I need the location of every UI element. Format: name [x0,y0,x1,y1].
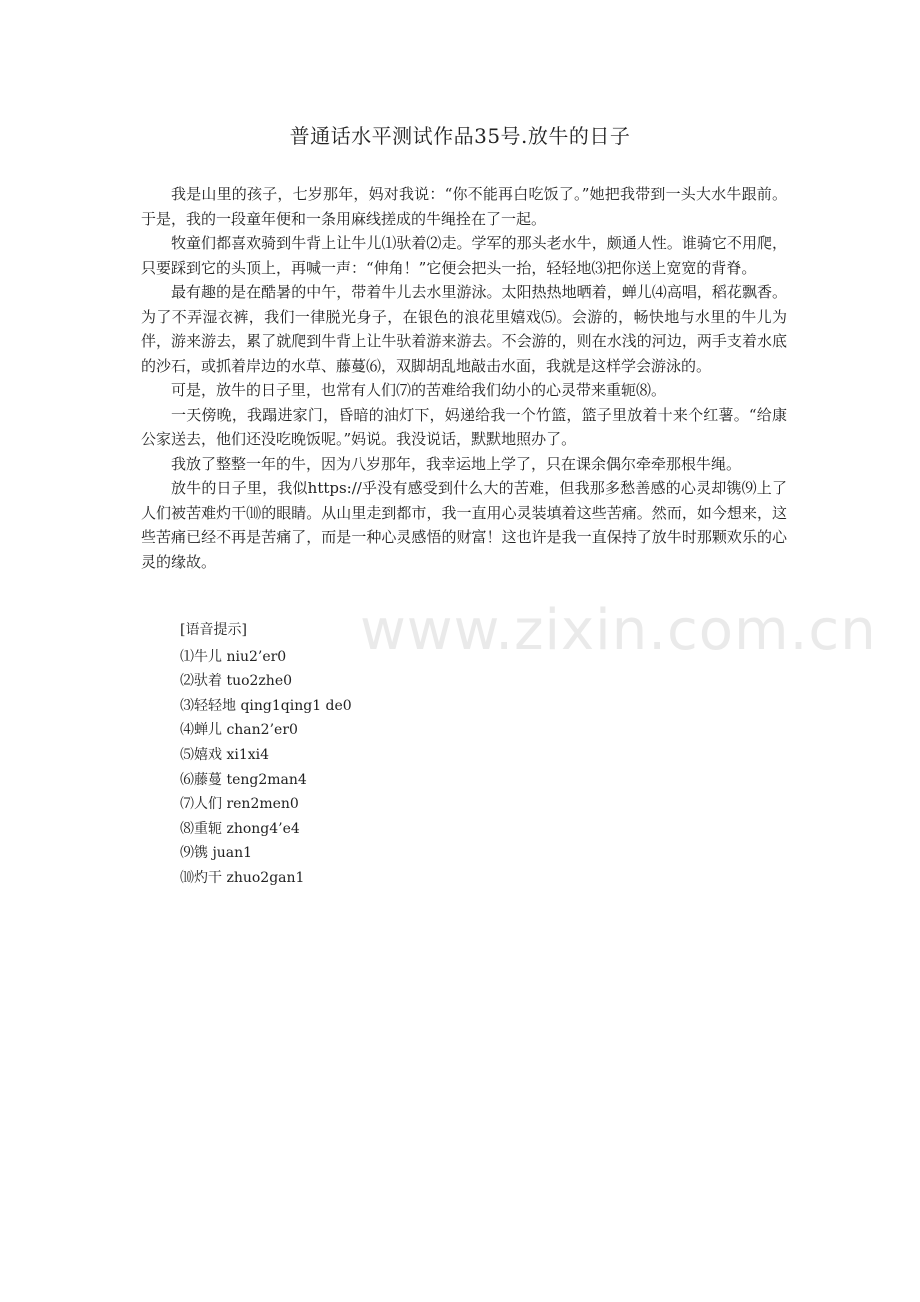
note-item: ⑹藤蔓 teng2man4 [180,771,307,788]
note-item: ⑼镌 juan1 [180,845,253,862]
note-item: ⑺人们 ren2men0 [180,796,299,813]
paragraph: 我是山里的孩子，七岁那年，妈对我说：“你不能再白吃饭了。”她把我带到一头大水牛跟前。于是，我的一段童年便和一条用麻线搓成的牛绳拴在了一起。 [141,185,787,228]
pronunciation-notes [180,618,740,891]
watermark-text: www.zixin.com.cn [360,598,877,663]
paragraph: 放牛的日子里，我似https://乎没有感受到什么大的苦难，但我那多愁善感的心灵却镌⑼上了人们被苦难灼干⑽的眼睛。从山里走到都市，我一直用心灵装填着这些苦痛。然而，如今想来，这些苦痛已经不再是苦痛了，而是一种心灵感悟的财富！这也许是我一直保持了放牛时那颗欢乐的心灵的缘故。 [141,479,787,571]
page-title: 普通话水平测试作品35号.放牛的日子 [289,124,631,148]
paragraph: 可是，放牛的日子里，也常有人们⑺的苦难给我们幼小的心灵带来重轭⑻。 [171,381,667,399]
note-item: ⑽灼干 zhuo2gan1 [180,869,305,886]
paragraph: 一天傍晚，我蹋进家门，昏暗的油灯下，妈递给我一个竹篮，篮子里放着十来个红薯。“给康公家送去，他们还没吃晚饭呢。”妈说。我没说话，默默地照办了。 [141,405,787,448]
note-item: ⑸嬉戏 xi1xi4 [180,746,270,763]
paragraph: 最有趣的是在酷暑的中午，带着牛儿去水里游泳。太阳热热地晒着，蝉儿⑷高唱，稻花飘香。为了不弄湿衣裤，我们一律脱光身子，在银色的浪花里嬉戏⑸。会游的，畅快地与水里的牛儿为伴，游来游去，累了就爬到牛背上让牛驮着游来游去。不会游的，则在水浅的河边，两手支着水底的沙石，或抓着岸边的水草、藤蔓⑹，双脚胡乱地敲击水面，我就是这样学会游泳的。 [141,283,787,375]
note-item: ⑵驮着 tuo2zhe0 [180,673,293,690]
paragraph: 牧童们都喜欢骑到牛背上让牛儿⑴驮着⑵走。学军的那头老水牛，颇通人性。谁骑它不用爬，只要踩到它的头顶上，再喊一声：“伸角！”它便会把头一抬，轻轻地⑶把你送上宽宽的背脊。 [141,234,787,277]
notes-heading: [语音提示] [180,622,247,638]
note-item: ⑴牛儿 niu2’er0 [180,648,287,665]
note-item: ⑻重轭 zhong4’e4 [180,820,300,837]
note-item: ⑷蝉儿 chan2’er0 [180,722,298,739]
article-body [141,182,787,574]
paragraph: 我放了整整一年的牛，因为八岁那年，我幸运地上学了，只在课余偶尔牵牵那根牛绳。 [171,454,742,473]
note-item: ⑶轻轻地 qing1qing1 de0 [180,697,352,714]
